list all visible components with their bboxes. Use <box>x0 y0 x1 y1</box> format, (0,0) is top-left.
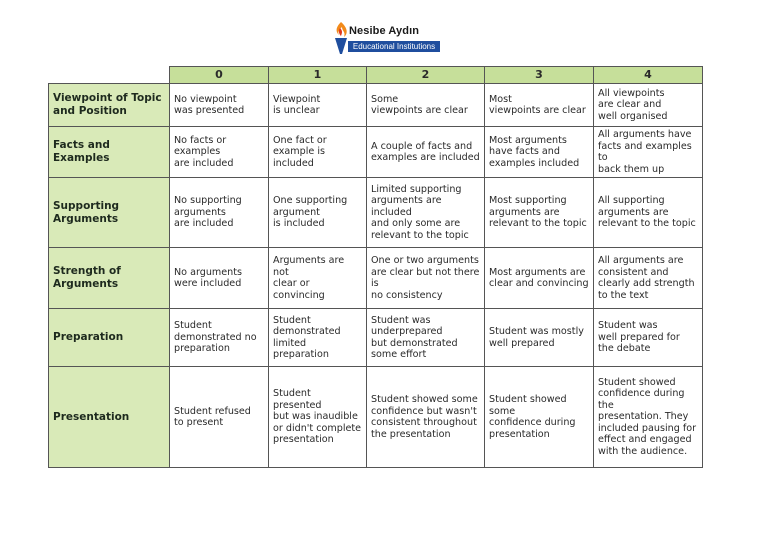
table-row <box>49 84 703 127</box>
rubric-cell: One supporting argument is included <box>269 178 367 248</box>
rubric-cell: One fact or example is included <box>269 127 367 178</box>
rubric-cell: Arguments are not clear or convincing <box>269 248 367 309</box>
rubric-cell: No arguments were included <box>170 248 269 309</box>
rubric-cell: No supporting arguments are included <box>170 178 269 248</box>
rubric-cell: All supporting arguments are relevant to the topic <box>594 178 703 248</box>
rubric-cell: Viewpoint is unclear <box>269 84 367 127</box>
rubric-cell: One or two arguments are clear but not there is no consistency <box>367 248 485 309</box>
rubric-cell: No facts or examples are included <box>170 127 269 178</box>
rubric-cell: Student demonstrated no preparation <box>170 309 269 367</box>
score-header-2: 2 <box>367 67 485 84</box>
rubric-cell: All arguments have facts and examples to back them up <box>594 127 703 178</box>
criterion-label: Viewpoint of Topic and Position <box>49 84 170 127</box>
school-logo <box>331 20 443 60</box>
rubric-cell: All arguments are consistent and clearly add strength to the text <box>594 248 703 309</box>
rubric-cell: Most supporting arguments are relevant to the topic <box>485 178 594 248</box>
table-row <box>49 127 703 178</box>
rubric-cell: Student showed confidence during the presentation. They included pausing for effect and engaged with the audience. <box>594 367 703 468</box>
rubric-cell: No viewpoint was presented <box>170 84 269 127</box>
rubric-cell: Student presented but was inaudible or didn't complete presentation <box>269 367 367 468</box>
rubric-cell: Student showed some confidence during presentation <box>485 367 594 468</box>
rubric-cell: Some viewpoints are clear <box>367 84 485 127</box>
table-row <box>49 309 703 367</box>
rubric-cell: Limited supporting arguments are included and only some are relevant to the topic <box>367 178 485 248</box>
corner-cell <box>49 67 170 84</box>
rubric-cell: Most viewpoints are clear <box>485 84 594 127</box>
rubric-cell: Student refused to present <box>170 367 269 468</box>
criterion-label: Supporting Arguments <box>49 178 170 248</box>
rubric-cell: Student was underprepared but demonstrated some effort <box>367 309 485 367</box>
rubric-cell: Student was well prepared for the debate <box>594 309 703 367</box>
rubric-cell: Most arguments are clear and convincing <box>485 248 594 309</box>
rubric-cell: Most arguments have facts and examples included <box>485 127 594 178</box>
rubric-cell: Student demonstrated limited preparation <box>269 309 367 367</box>
criterion-label: Facts and Examples <box>49 127 170 178</box>
table-row <box>49 367 703 468</box>
rubric-cell: A couple of facts and examples are included <box>367 127 485 178</box>
criterion-label: Preparation <box>49 309 170 367</box>
school-name: Nesibe Aydın <box>349 25 420 37</box>
rubric-cell: Student was mostly well prepared <box>485 309 594 367</box>
debate-rubric-table <box>48 66 703 468</box>
table-row <box>49 248 703 309</box>
school-subtitle: Educational Institutions <box>348 41 440 52</box>
score-header-4: 4 <box>594 67 703 84</box>
score-header-3: 3 <box>485 67 594 84</box>
score-header-1: 1 <box>269 67 367 84</box>
criterion-label: Strength of Arguments <box>49 248 170 309</box>
header-row <box>49 67 703 84</box>
score-header-0: 0 <box>170 67 269 84</box>
rubric-cell: All viewpoints are clear and well organised <box>594 84 703 127</box>
table-row <box>49 178 703 248</box>
criterion-label: Presentation <box>49 367 170 468</box>
rubric-cell: Student showed some confidence but wasn't consistent throughout the presentation <box>367 367 485 468</box>
